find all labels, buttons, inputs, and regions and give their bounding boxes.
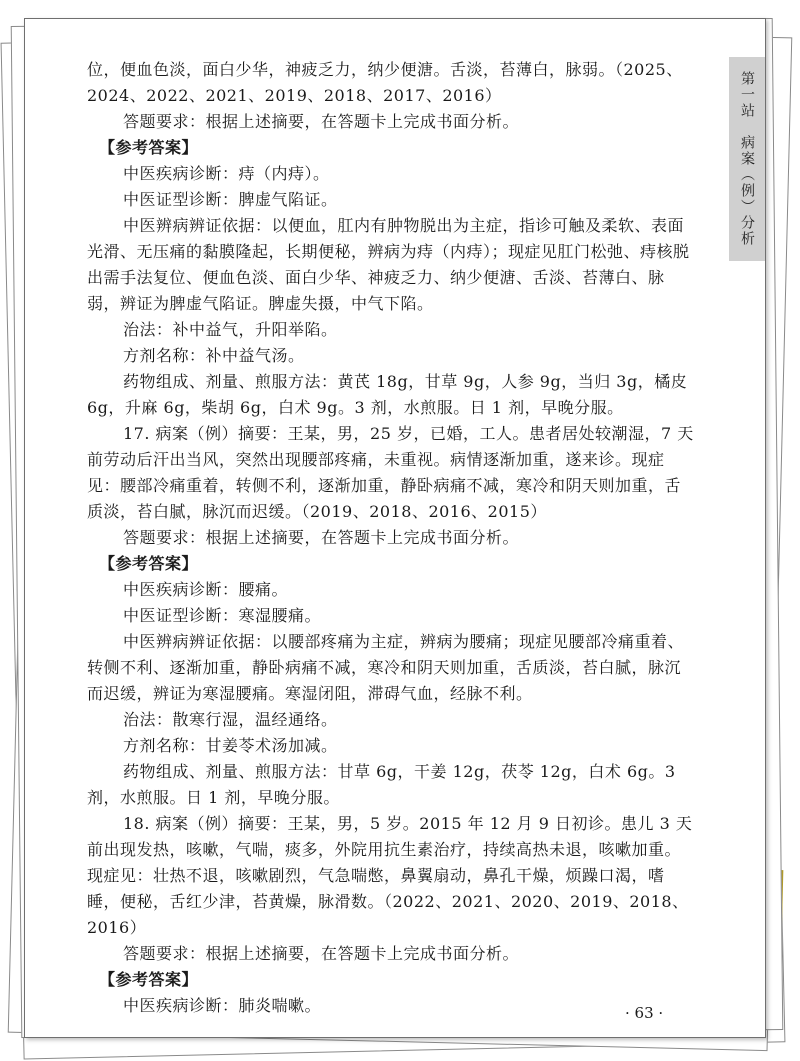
paragraph: 18. 病案（例）摘要：王某，男，5 岁。2015 年 12 月 9 日初诊。患儿 3 天前出现发热，咳嗽，气喘，痰多，外院用抗生素治疗，持续高热未退，咳嗽加重。现症见：壮热不退，咳嗽剧烈，气急喘憋，鼻翼扇动，鼻孔干燥，烦躁口渴，嗜睡，便秘，舌红少津，苔黄燥，脉滑数。（2022、2021、2020、2019、2018、2016） bbox=[87, 814, 693, 937]
paragraph: 中医证型诊断：寒湿腰痛。 bbox=[123, 606, 322, 625]
paragraph: 药物组成、剂量、煎服方法：甘草 6g，干姜 12g，茯苓 12g，白术 6g。3 剂，水煎服。日 1 剂，早晚分服。 bbox=[87, 762, 676, 807]
book-page bbox=[24, 18, 766, 1038]
page-body bbox=[87, 57, 695, 1019]
paragraph: 17. 病案（例）摘要：王某，男，25 岁，已婚，工人。患者居处较潮湿，7 天前劳动后汗出当风，突然出现腰部疼痛，未重视。病情逐渐加重，遂来诊。现症见：腰部冷痛重着，转侧不利，逐渐加重，静卧病痛不减，寒冷和阴天则加重，舌质淡，苔白腻，脉沉而迟缓。（2019、2018、2016、2015） bbox=[87, 424, 694, 521]
paragraph: 方剂名称：补中益气汤。 bbox=[123, 346, 305, 365]
paragraph: 治法：散寒行湿，温经通络。 bbox=[123, 710, 338, 729]
paragraph: 中医疾病诊断：肺炎喘嗽。 bbox=[123, 996, 322, 1015]
answer-heading: 【参考答案】 bbox=[99, 554, 199, 573]
paragraph: 答题要求：根据上述摘要，在答题卡上完成书面分析。 bbox=[123, 944, 520, 963]
chapter-side-tab-label: 第一站 病案（例）分析 bbox=[739, 71, 755, 247]
paragraph: 中医疾病诊断：痔（内痔）。 bbox=[123, 164, 330, 183]
paragraph: 方剂名称：甘姜苓术汤加减。 bbox=[123, 736, 338, 755]
paragraph: 答题要求：根据上述摘要，在答题卡上完成书面分析。 bbox=[123, 112, 520, 131]
chapter-side-tab bbox=[729, 57, 765, 261]
paragraph: 答题要求：根据上述摘要，在答题卡上完成书面分析。 bbox=[123, 528, 520, 547]
paragraph: 中医疾病诊断：腰痛。 bbox=[123, 580, 289, 599]
paragraph: 中医证型诊断：脾虚气陷证。 bbox=[123, 190, 338, 209]
paragraph: 中医辨病辨证依据：以便血，肛内有肿物脱出为主症，指诊可触及柔软、表面光滑、无压痛的黏膜隆起，长期便秘，辨病为痔（内痔）；现症见肛门松弛、痔核脱出需手法复位、便血色淡、面白少华、神疲乏力、纳少便溏、舌淡、苔薄白、脉弱，辨证为脾虚气陷证。脾虚失摄，中气下陷。 bbox=[87, 216, 690, 313]
paragraph: 中医辨病辨证依据：以腰部疼痛为主症，辨病为腰痛；现症见腰部冷痛重着、转侧不利、逐渐加重，静卧病痛不减，寒冷和阴天则加重，舌质淡，苔白腻，脉沉而迟缓，辨证为寒湿腰痛。寒湿闭阻，滞碍气血，经脉不利。 bbox=[87, 632, 685, 703]
paragraph: 药物组成、剂量、煎服方法：黄芪 18g，甘草 9g，人参 9g，当归 3g，橘皮 6g，升麻 6g，柴胡 6g，白术 9g。3 剂，水煎服。日 1 剂，早晚分服。 bbox=[87, 372, 688, 417]
answer-heading: 【参考答案】 bbox=[99, 138, 199, 157]
paragraph: 治法：补中益气，升阳举陷。 bbox=[123, 320, 338, 339]
page-number: · 63 · bbox=[625, 1004, 664, 1022]
answer-heading: 【参考答案】 bbox=[99, 970, 199, 989]
paragraph: 位，便血色淡，面白少华，神疲乏力，纳少便溏。舌淡，苔薄白，脉弱。（2025、2024、2022、2021、2019、2018、2017、2016） bbox=[87, 60, 683, 105]
